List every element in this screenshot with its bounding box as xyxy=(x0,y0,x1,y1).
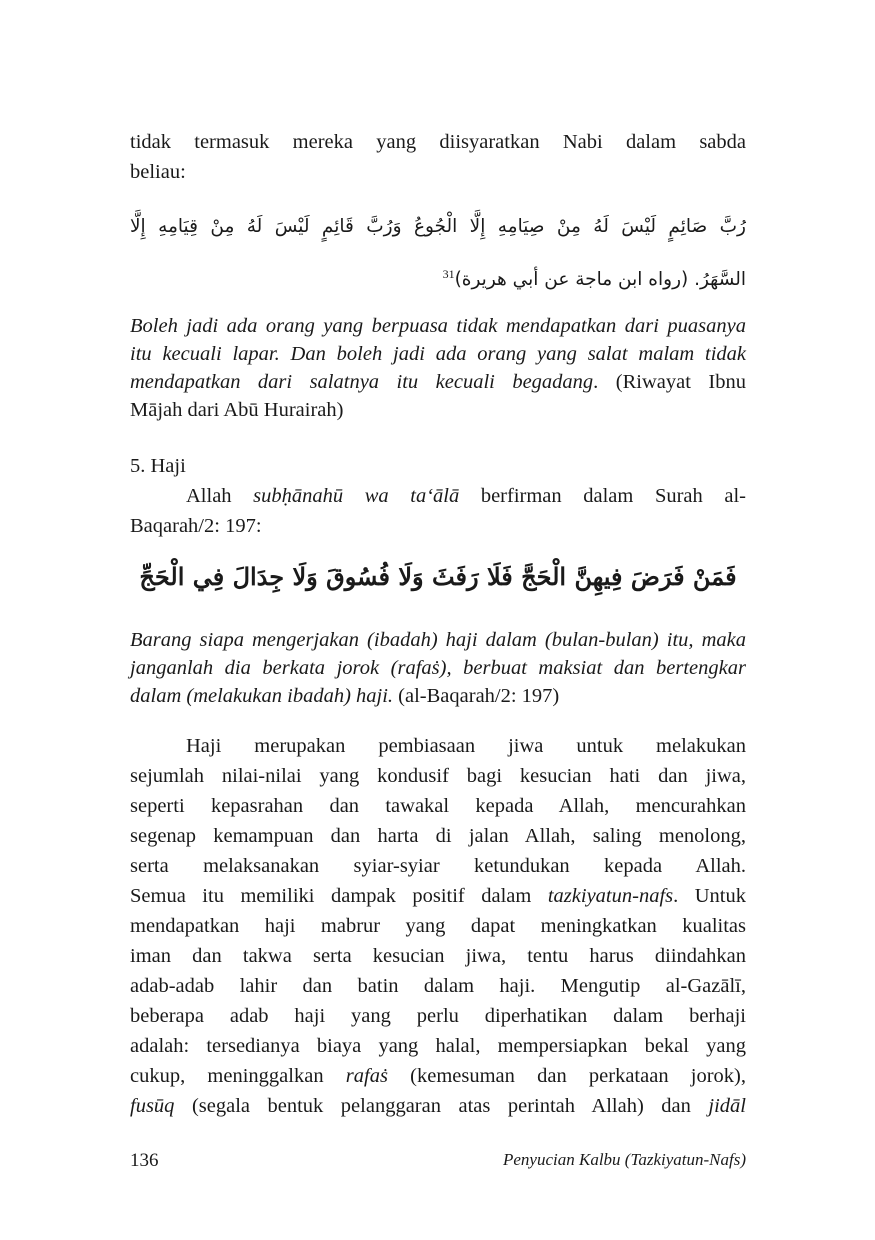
text: seperti kepasrahan dan tawakal kepada Allah, mencurahkan xyxy=(130,795,746,817)
text: . Untuk xyxy=(673,885,747,907)
text-line xyxy=(130,731,746,761)
text-line xyxy=(130,911,746,941)
verse-translation xyxy=(130,626,746,710)
text-line xyxy=(130,821,746,851)
text-line xyxy=(130,1001,746,1031)
text: adab-adab lahir dan batin dalam haji. Mengutip al-Gazālī, xyxy=(130,975,746,997)
text-line xyxy=(130,1061,746,1091)
text: Haji merupakan pembiasaan jiwa untuk melakukan xyxy=(186,735,746,757)
text: mendapatkan haji mabrur yang dapat meningkatkan kualitas xyxy=(130,915,746,937)
text: cukup, meninggalkan xyxy=(130,1065,346,1087)
section-heading-text: 5. Haji xyxy=(130,455,186,477)
italic-text: janganlah dia berkata jorok (rafaṡ), berbuat maksiat dan bertengkar xyxy=(130,657,746,679)
text-line xyxy=(130,312,746,340)
text: beliau: xyxy=(130,161,186,183)
text-line xyxy=(130,1091,746,1121)
italic-text: tazkiyatun-nafs xyxy=(547,885,674,907)
italic-text: Barang siapa mengerjakan (ibadah) haji dalam (bulan-bulan) itu, maka xyxy=(130,629,746,651)
text: Mājah dari Abū Hurairah) xyxy=(130,399,344,421)
text: serta melaksanakan syiar-syiar ketundukan kepada Allah. xyxy=(130,855,746,877)
text-line xyxy=(130,682,746,710)
text: (segala bentuk pelanggaran atas perintah Allah) dan xyxy=(174,1095,709,1117)
italic-text: jidāl xyxy=(708,1095,746,1117)
text-line xyxy=(130,340,746,368)
italic-text: subḥānahū wa ta‘ālā xyxy=(253,485,460,507)
page-number: 136 xyxy=(130,1150,159,1171)
page-footer xyxy=(130,1150,746,1176)
hadith-arabic-line-1: رُبَّ صَائِمٍ لَيْسَ لَهُ مِنْ صِيَامِهِ إِلَّا الْجُوعُ وَرُبَّ قَائِمٍ لَيْسَ لَهُ مِنْ قِيَامِهِ إِلَّا xyxy=(130,216,746,237)
italic-text: Boleh jadi ada orang yang berpuasa tidak mendapatkan dari puasanya xyxy=(130,315,746,337)
text-line xyxy=(130,971,746,1001)
hadith-translation xyxy=(130,312,746,424)
text: . (Riwayat Ibnu xyxy=(593,371,746,393)
text-line xyxy=(130,157,746,187)
italic-text: mendapatkan dari salatnya itu kecuali begadang xyxy=(130,371,594,393)
text: iman dan takwa serta kesucian jiwa, tentu harus diindahkan xyxy=(130,945,746,967)
text: Semua itu memiliki dampak positif dalam xyxy=(130,885,548,907)
italic-text: fusūq xyxy=(130,1095,175,1117)
intro-paragraph xyxy=(130,127,746,187)
italic-text: itu kecuali lapar. Dan boleh jadi ada orang yang salat malam tidak xyxy=(130,343,746,365)
text-line xyxy=(130,761,746,791)
text: adalah: tersedianya biaya yang halal, mempersiapkan bekal yang xyxy=(130,1035,746,1057)
text-line xyxy=(130,396,746,424)
footnote-ref: 31 xyxy=(442,267,455,281)
text: sejumlah nilai-nilai yang kondusif bagi kesucian hati dan jiwa, xyxy=(130,765,746,787)
text: tidak termasuk mereka yang diisyaratkan Nabi dalam sabda xyxy=(130,131,746,153)
text-line xyxy=(130,127,746,157)
text-line xyxy=(130,654,746,682)
text: beberapa adab haji yang perlu diperhatikan dalam berhaji xyxy=(130,1005,746,1027)
book-title: Penyucian Kalbu (Tazkiyatun-Nafs) xyxy=(502,1150,746,1169)
text-line xyxy=(130,791,746,821)
text: (kemesuman dan perkataan jorok), xyxy=(387,1065,747,1087)
italic-text: rafaṡ xyxy=(345,1065,388,1087)
text-line xyxy=(130,941,746,971)
italic-text: dalam (melakukan ibadah) haji. xyxy=(130,685,394,707)
text-line xyxy=(130,626,746,654)
text: (al-Baqarah/2: 197) xyxy=(393,685,560,707)
body-paragraph xyxy=(130,731,746,1121)
text: segenap kemampuan dan harta di jalan Allah, saling menolong, xyxy=(130,825,746,847)
text-line xyxy=(130,481,746,511)
text: Allah xyxy=(186,485,254,507)
hadith-arabic-line-2 xyxy=(130,254,746,300)
text: berfirman dalam Surah al- xyxy=(459,485,747,507)
hadith-arabic-text: السَّهَرُ. (رواه ابن ماجة عن أبي هريرة) xyxy=(454,269,746,291)
text-line xyxy=(130,851,746,881)
text-line xyxy=(130,511,746,541)
verse-intro xyxy=(130,481,746,541)
text: Baqarah/2: 197: xyxy=(130,515,262,537)
section-heading xyxy=(130,451,746,481)
quran-verse-arabic: فَمَنْ فَرَضَ فِيهِنَّ الْحَجَّ فَلَا رَفَثَ وَلَا فُسُوقَ وَلَا جِدَالَ فِي الْحَجِّ xyxy=(139,562,737,591)
text-line xyxy=(130,1031,746,1061)
text-line xyxy=(130,368,746,396)
text-line xyxy=(130,881,746,911)
